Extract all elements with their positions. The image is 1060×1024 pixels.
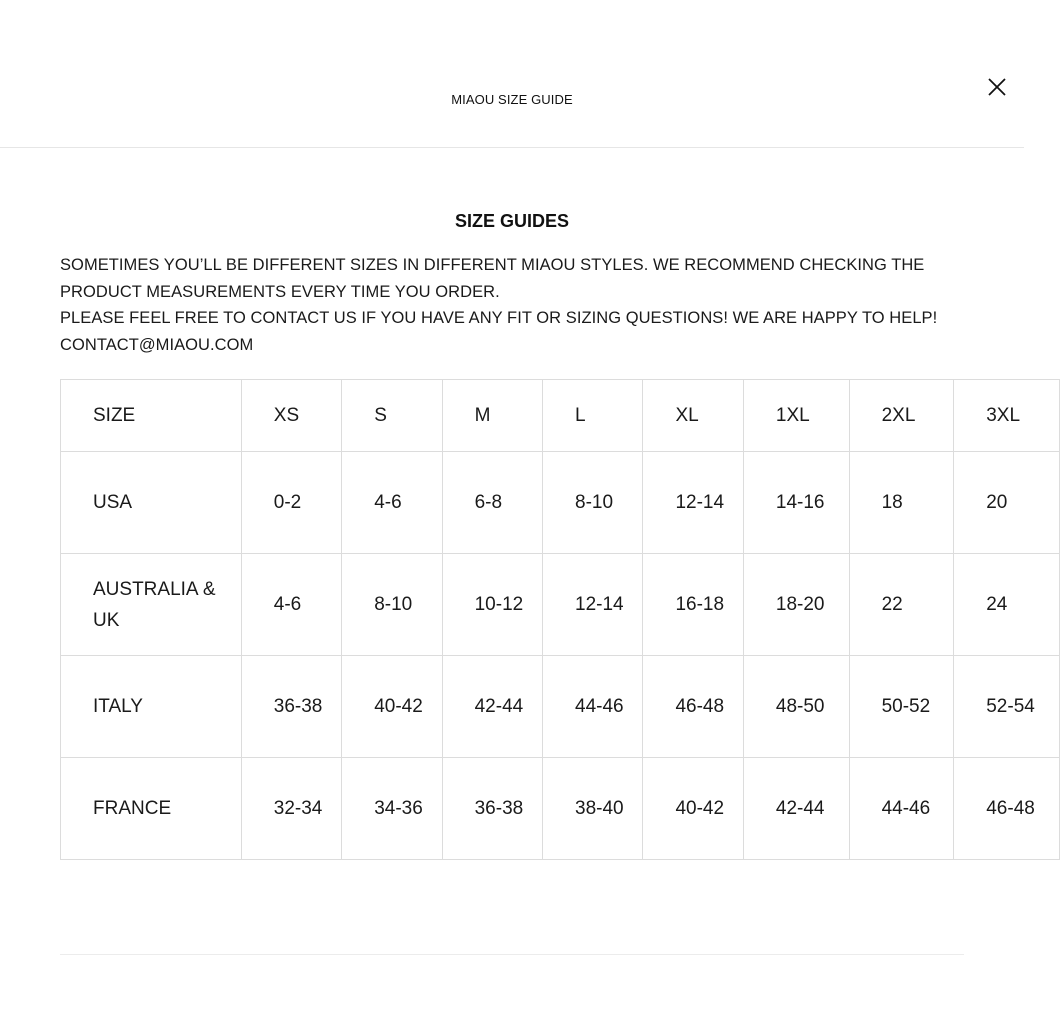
table-cell: 16-18 [643, 554, 743, 656]
table-cell: 8-10 [543, 452, 643, 554]
column-header: 3XL [954, 380, 1060, 452]
table-cell: 42-44 [442, 656, 542, 758]
table-cell: 38-40 [543, 758, 643, 860]
table-cell: 44-46 [849, 758, 954, 860]
table-cell: 4-6 [241, 554, 341, 656]
modal-title: MIAOU SIZE GUIDE [451, 92, 573, 107]
table-header-row [61, 380, 1060, 452]
column-header: XS [241, 380, 341, 452]
close-icon [984, 74, 1010, 100]
size-table [60, 379, 1060, 860]
table-cell: 22 [849, 554, 954, 656]
close-button[interactable] [984, 74, 1010, 100]
table-cell: 46-48 [643, 656, 743, 758]
table-cell: 48-50 [743, 656, 849, 758]
table-cell: 36-38 [442, 758, 542, 860]
table-cell: 6-8 [442, 452, 542, 554]
section-title: SIZE GUIDES [454, 211, 570, 231]
table-cell: 12-14 [643, 452, 743, 554]
row-label: USA [61, 452, 242, 554]
table-cell: 44-46 [543, 656, 643, 758]
column-header-size: SIZE [61, 380, 242, 452]
column-header: 1XL [743, 380, 849, 452]
table-row [61, 656, 1060, 758]
column-header: XL [643, 380, 743, 452]
table-cell: 42-44 [743, 758, 849, 860]
row-label: ITALY [61, 656, 242, 758]
column-header: M [442, 380, 542, 452]
intro-text [60, 252, 940, 358]
table-cell: 0-2 [241, 452, 341, 554]
table-cell: 10-12 [442, 554, 542, 656]
table-cell: 40-42 [342, 656, 442, 758]
table-cell: 8-10 [342, 554, 442, 656]
table-cell: 18 [849, 452, 954, 554]
table-cell: 18-20 [743, 554, 849, 656]
intro-paragraph-1: SOMETIMES YOU’LL BE DIFFERENT SIZES IN DIFFERENT MIAOU STYLES. WE RECOMMEND CHECKING THE PRODUCT MEASUREMENTS EVERY TIME YOU ORDER. [60, 256, 925, 301]
bottom-divider [60, 954, 964, 955]
table-row [61, 554, 1060, 656]
table-row [61, 452, 1060, 554]
table-cell: 50-52 [849, 656, 954, 758]
modal-header [0, 0, 1024, 148]
size-table-scroll[interactable] [60, 379, 1035, 861]
table-cell: 32-34 [241, 758, 341, 860]
table-cell: 34-36 [342, 758, 442, 860]
row-label: FRANCE [61, 758, 242, 860]
column-header: L [543, 380, 643, 452]
table-cell: 52-54 [954, 656, 1060, 758]
table-cell: 12-14 [543, 554, 643, 656]
intro-paragraph-2: PLEASE FEEL FREE TO CONTACT US IF YOU HAVE ANY FIT OR SIZING QUESTIONS! WE ARE HAPPY TO HELP! CONTACT@MIAOU.COM [60, 309, 938, 354]
table-cell: 24 [954, 554, 1060, 656]
column-header: S [342, 380, 442, 452]
table-cell: 14-16 [743, 452, 849, 554]
table-cell: 4-6 [342, 452, 442, 554]
table-cell: 46-48 [954, 758, 1060, 860]
table-cell: 20 [954, 452, 1060, 554]
table-cell: 40-42 [643, 758, 743, 860]
table-cell: 36-38 [241, 656, 341, 758]
column-header: 2XL [849, 380, 954, 452]
row-label: AUSTRALIA & UK [61, 554, 242, 656]
table-row [61, 758, 1060, 860]
